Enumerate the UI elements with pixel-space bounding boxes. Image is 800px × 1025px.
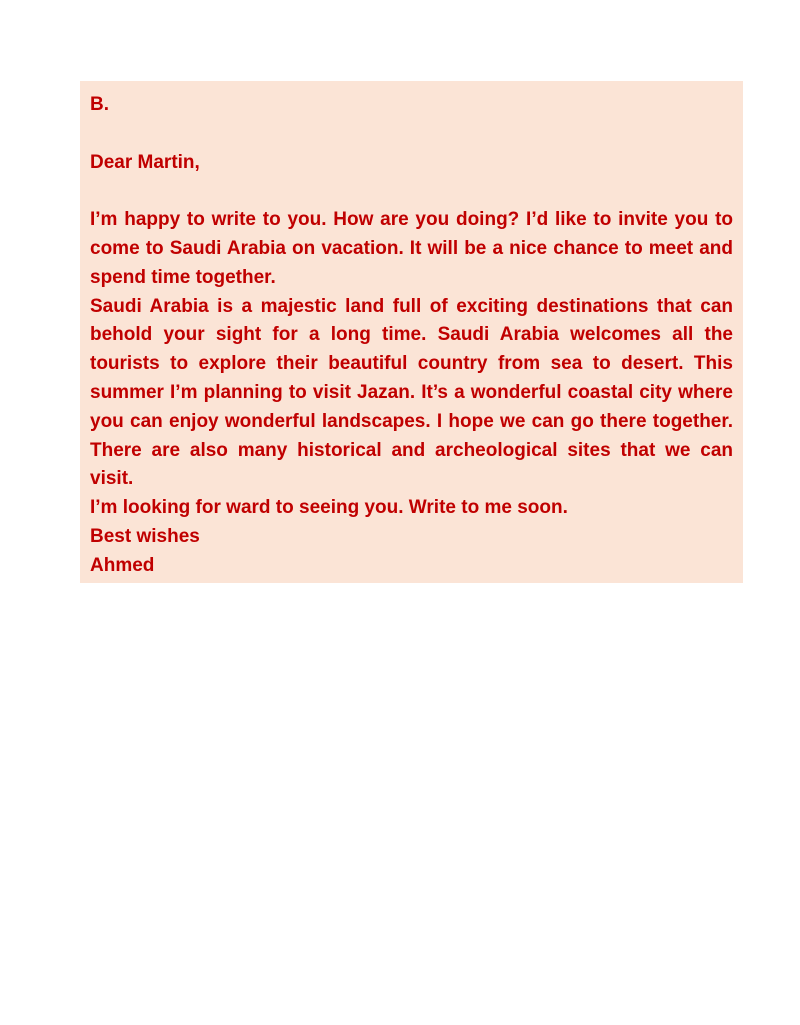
signature: Ahmed [90, 554, 155, 576]
spacer [90, 177, 733, 206]
paragraph-invitation: I’m happy to write to you. How are you doing? I’d like to invite you to come to Saudi Arabia on vacation. It will be a nice chance to meet and spend time together. [90, 209, 733, 288]
letter-box [80, 81, 743, 583]
paragraph-saudi-arabia: Saudi Arabia is a majestic land full of exciting destinations that can behold your sight for a long time. Saudi Arabia welcomes all the tourists to explore their beautiful country from sea to desert. This summer I’m planning to visit Jazan. It’s a wonderful coastal city where you can enjoy wonderful landscapes. I hope we can go there together. There are also many historical and archeological sites that we can visit. [90, 295, 733, 490]
section-label: B. [90, 94, 109, 115]
greeting: Dear Martin, [90, 151, 200, 173]
spacer [90, 120, 733, 149]
closing-line: I’m looking for ward to seeing you. Write to me soon. [90, 497, 568, 519]
sign-off: Best wishes [90, 525, 200, 547]
